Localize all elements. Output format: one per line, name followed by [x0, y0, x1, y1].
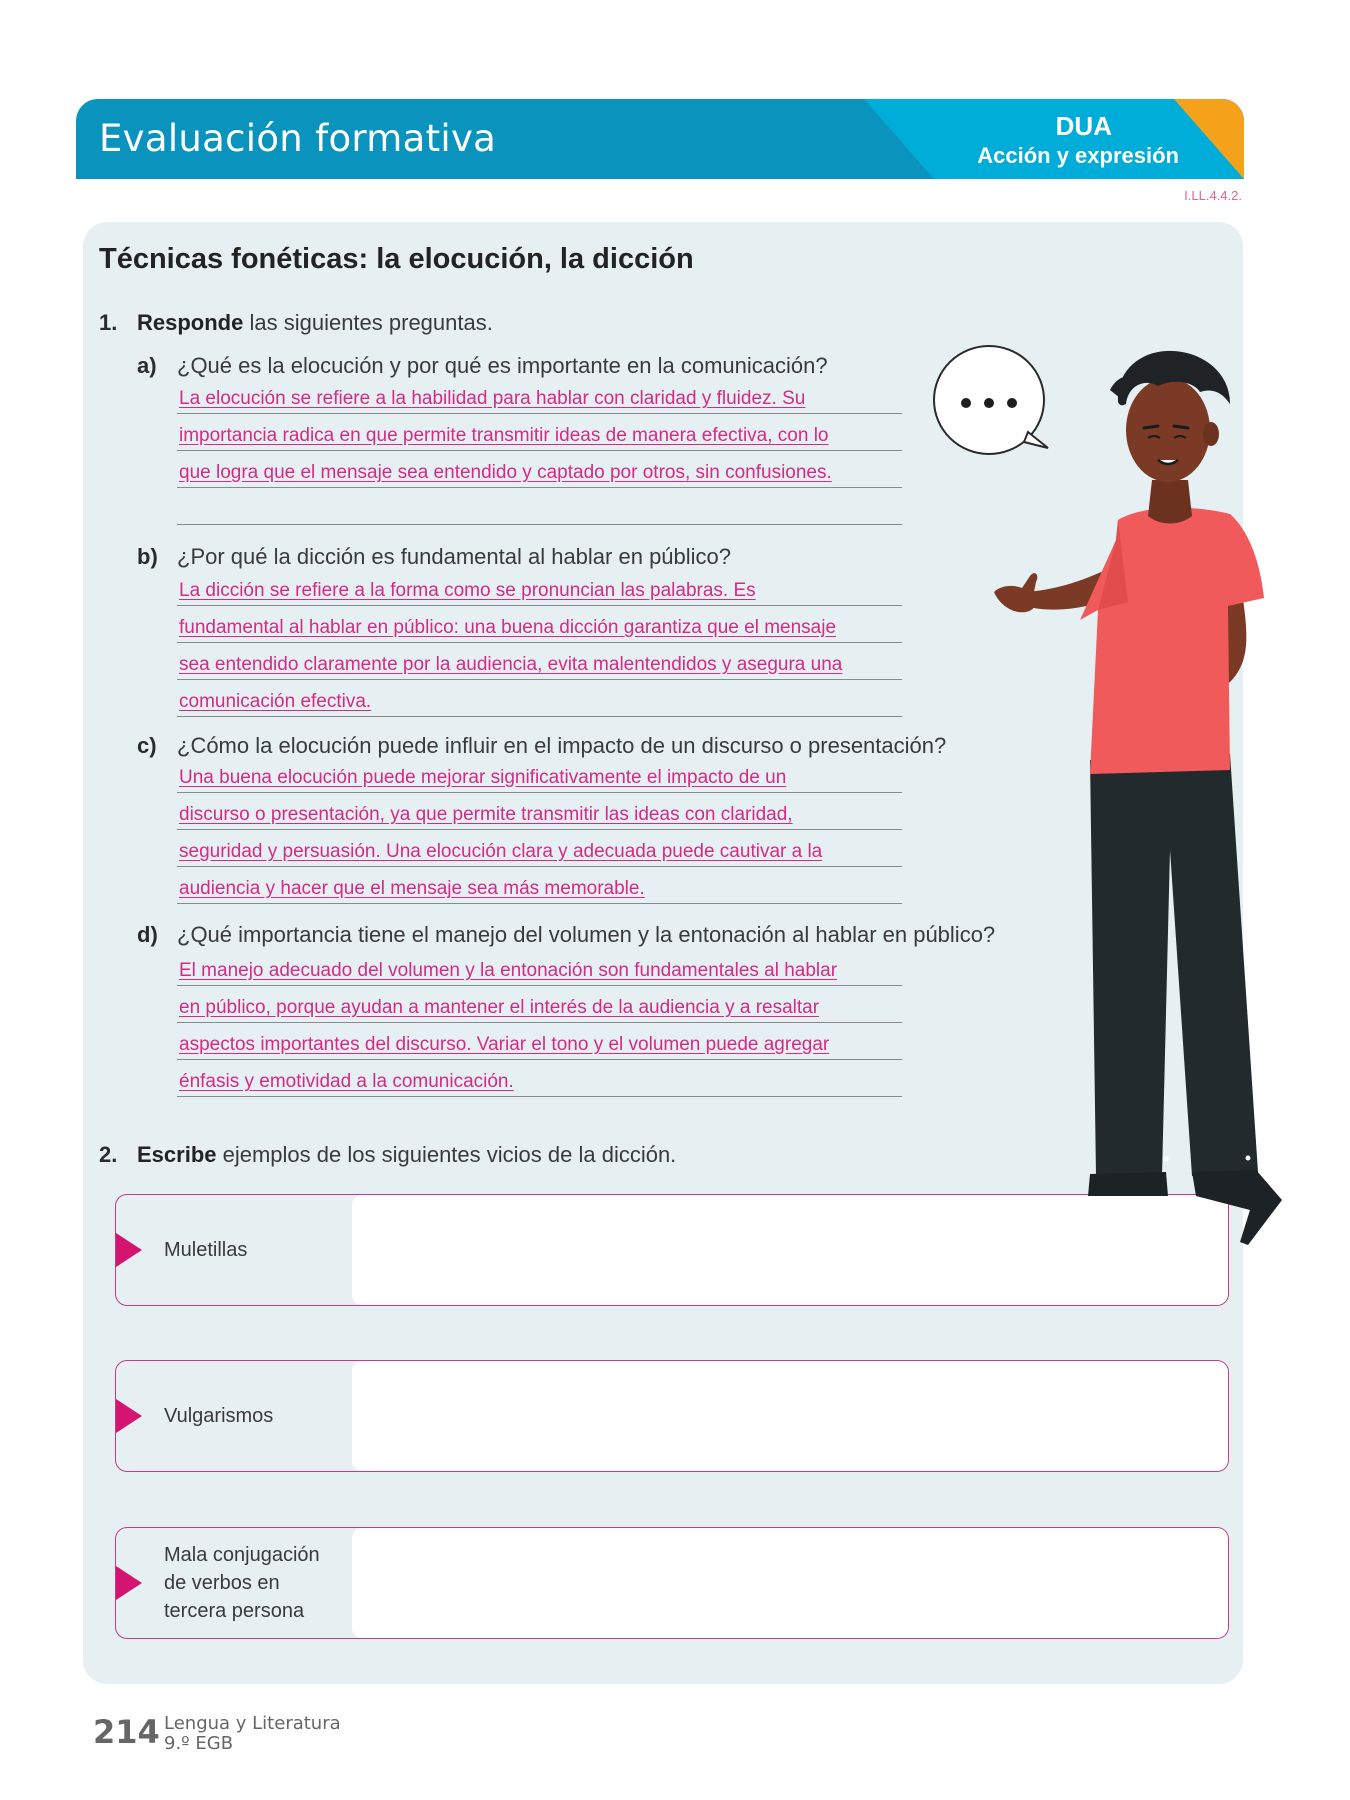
- page-title: Evaluación formativa: [99, 117, 497, 160]
- dua-subtitle: Acción y expresión: [977, 143, 1179, 168]
- vice-box-conjugacion: [115, 1527, 1229, 1639]
- vice-box-vulgarismos: [115, 1360, 1229, 1472]
- item-d-letter: d): [137, 922, 158, 947]
- item-c-question: ¿Cómo la elocución puede influir en el impacto de un discurso o presentación?: [177, 733, 947, 758]
- vice-label-line: Mala conjugación: [164, 1544, 320, 1566]
- conjugacion-answer-field[interactable]: [352, 1528, 1228, 1638]
- answer-line[interactable]: que logra que el mensaje sea entendido y captado por otros, sin confusiones.: [177, 458, 902, 488]
- item-b-letter: b): [137, 544, 158, 569]
- item-a-question: ¿Qué es la elocución y por qué es importante en la comunicación?: [177, 353, 828, 378]
- answer-line[interactable]: fundamental al hablar en público: una buena dicción garantiza que el mensaje: [177, 613, 902, 643]
- question-2-prompt: [137, 1142, 676, 1168]
- answer-line[interactable]: comunicación efectiva.: [177, 687, 902, 717]
- item-a-letter: a): [137, 353, 157, 378]
- item-c-letter: c): [137, 733, 157, 758]
- subject-info: [164, 1714, 341, 1754]
- vulgarismos-answer-field[interactable]: [352, 1361, 1228, 1471]
- question-2-verb: Escribe: [137, 1142, 217, 1167]
- subject-name: Lengua y Literatura: [164, 1713, 341, 1734]
- question-2-rest: ejemplos de los siguientes vicios de la dicción.: [216, 1142, 677, 1167]
- answer-line[interactable]: aspectos importantes del discurso. Variar el tono y el volumen puede agregar: [177, 1030, 902, 1060]
- answer-line[interactable]: [177, 495, 902, 525]
- answer-line[interactable]: audiencia y hacer que el mensaje sea más memorable.: [177, 874, 902, 904]
- speech-bubble-icon: [934, 346, 1048, 454]
- answer-line[interactable]: importancia radica en que permite transmitir ideas de manera efectiva, con lo: [177, 421, 902, 451]
- question-1-number: 1.: [99, 310, 118, 335]
- vice-label: [164, 1541, 320, 1625]
- vice-label-line: de verbos en: [164, 1572, 280, 1594]
- answer-line[interactable]: en público, porque ayudan a mantener el interés de la audiencia y a resaltar: [177, 993, 902, 1023]
- section-title: Técnicas fonéticas: la elocución, la dicción: [99, 243, 694, 275]
- answer-line[interactable]: La dicción se refiere a la forma como se pronuncian las palabras. Es: [177, 576, 902, 606]
- vice-label: Muletillas: [164, 1239, 248, 1261]
- question-1-rest: las siguientes preguntas.: [243, 310, 493, 335]
- page-number: 214: [93, 1713, 160, 1751]
- triangle-marker-icon: [116, 1233, 142, 1267]
- header-banner: [76, 99, 1244, 179]
- triangle-marker-icon: [116, 1399, 142, 1433]
- dua-title: DUA: [1055, 111, 1112, 141]
- answer-line[interactable]: Una buena elocución puede mejorar significativamente el impacto de un: [177, 763, 902, 793]
- question-1-verb: Responde: [137, 310, 244, 335]
- answer-line[interactable]: énfasis y emotividad a la comunicación.: [177, 1067, 902, 1097]
- answer-line[interactable]: discurso o presentación, ya que permite transmitir las ideas con claridad,: [177, 800, 902, 830]
- question-1-prompt: [137, 310, 493, 336]
- vice-label: Vulgarismos: [164, 1405, 274, 1427]
- item-d-question: ¿Qué importancia tiene el manejo del volumen y la entonación al hablar en público?: [177, 922, 996, 947]
- answer-line[interactable]: El manejo adecuado del volumen y la entonación son fundamentales al hablar: [177, 956, 902, 986]
- grade-level: 9.º EGB: [164, 1733, 234, 1754]
- speaker-illustration: [930, 330, 1310, 1260]
- answer-line[interactable]: seguridad y persuasión. Una elocución clara y adecuada puede cautivar a la: [177, 837, 902, 867]
- vice-label-line: tercera persona: [164, 1600, 305, 1622]
- answer-line[interactable]: sea entendido claramente por la audiencia, evita malentendidos y asegura una: [177, 650, 902, 680]
- item-b-question: ¿Por qué la dicción es fundamental al hablar en público?: [177, 544, 732, 569]
- answer-line[interactable]: La elocución se refiere a la habilidad para hablar con claridad y fluidez. Su: [177, 384, 902, 414]
- question-2-number: 2.: [99, 1142, 118, 1167]
- curriculum-code: I.LL.4.4.2.: [1184, 188, 1242, 203]
- triangle-marker-icon: [116, 1566, 142, 1600]
